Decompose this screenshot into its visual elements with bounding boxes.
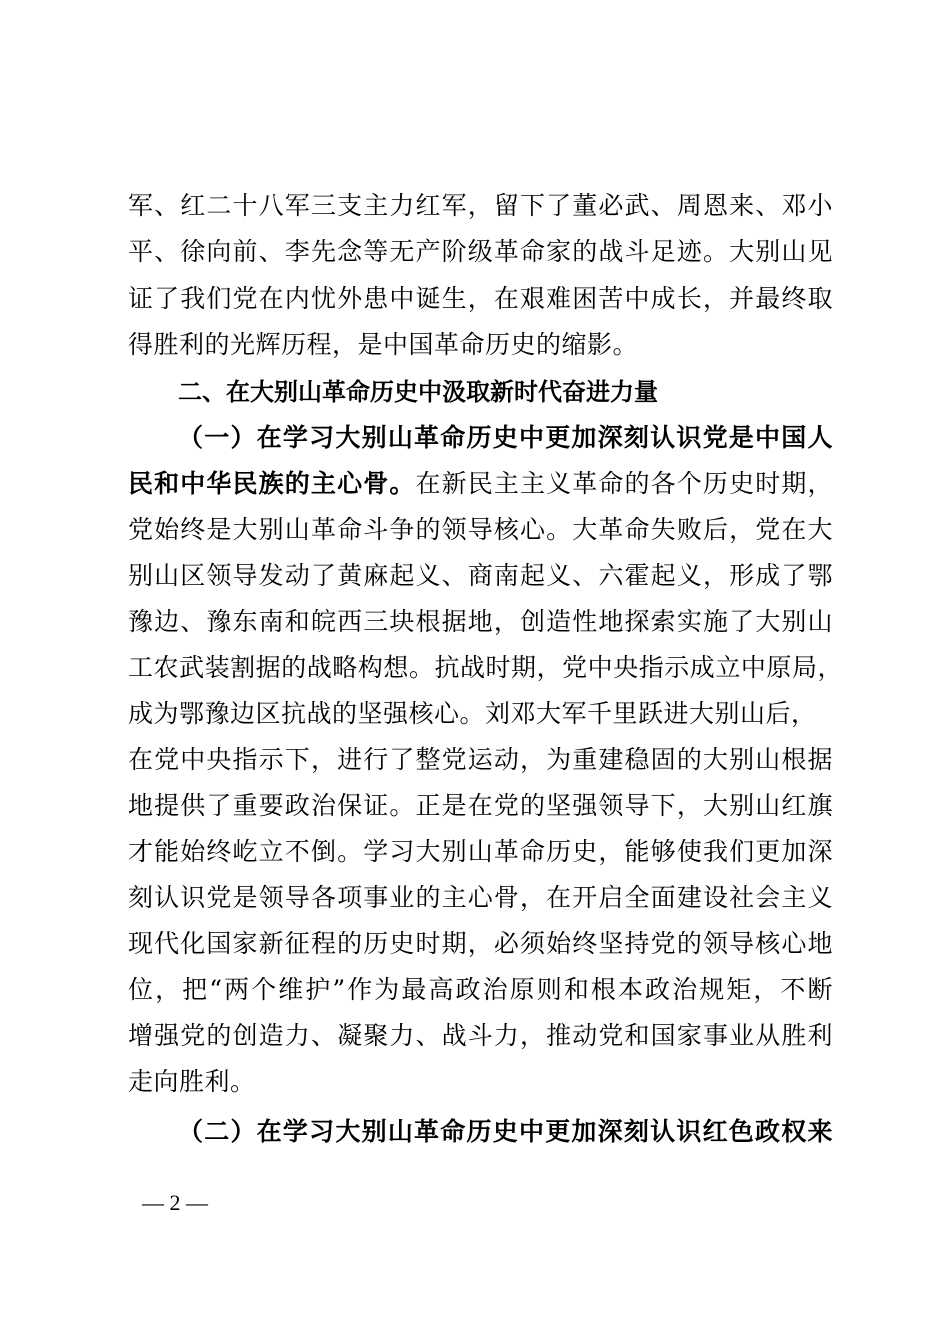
body-text-line: 现代化国家新征程的历史时期，必须始终坚持党的领导核心地 [128,929,833,958]
page-number: — 2 — [142,1190,208,1215]
body-text-line: 平、徐向前、李先念等无产阶级革命家的战斗足迹。大别山见 [128,237,833,266]
subsection-title-text: （二）在学习大别山革命历史中更加深刻认识红色政权来 [178,1117,833,1146]
body-text-line: 党始终是大别山革命斗争的领导核心。大革命失败后，党在大 [128,515,833,544]
body-text-line: 证了我们党在内忧外患中诞生，在艰难困苦中成长，并最终取 [128,284,833,313]
body-text-line: 别山区领导发动了黄麻起义、商南起义、六霍起义，形成了鄂 [128,561,833,590]
body-text-line: 才能始终屹立不倒。学习大别山革命历史，能够使我们更加深 [128,837,833,866]
body-text-line: 成为鄂豫边区抗战的坚强核心。刘邓大军千里跃进大别山后， [128,699,817,728]
subsection-title-text: 民和中华民族的主心骨。 [128,469,416,498]
subsection-title-line [128,464,833,504]
body-text-line: 豫边、豫东南和皖西三块根据地，创造性地探索实施了大别山 [128,607,833,636]
subsection-title-text: （一）在学习大别山革命历史中更加深刻认识党是中国人 [178,423,833,452]
subsection-title-line [178,1112,833,1152]
body-text-line: 地提供了重要政治保证。正是在党的坚强领导下，大别山红旗 [128,791,833,820]
body-text-line: 工农武装割据的战略构想。抗战时期，党中央指示成立中原局， [128,653,843,682]
body-text-line: 得胜利的光辉历程，是中国革命历史的缩影。 [128,330,639,359]
body-text-line: 军、红二十八军三支主力红军，留下了董必武、周恩来、邓小 [128,191,833,220]
body-text-line: 走向胜利。 [128,1067,256,1096]
subsection-title-line [178,418,833,458]
section-heading: 二、在大别山革命历史中汲取新时代奋进力量 [178,378,658,406]
body-text-line: 增强党的创造力、凝聚力、战斗力，推动党和国家事业从胜利 [128,1021,833,1050]
body-text-line: 位，把“两个维护”作为最高政治原则和根本政治规矩，不断 [128,975,833,1004]
body-text-line: 刻认识党是领导各项事业的主心骨，在开启全面建设社会主义 [128,883,833,912]
body-text-line: 在党中央指示下，进行了整党运动，为重建稳固的大别山根据 [128,745,833,774]
body-text: 在新民主主义革命的各个历史时期， [415,469,833,498]
